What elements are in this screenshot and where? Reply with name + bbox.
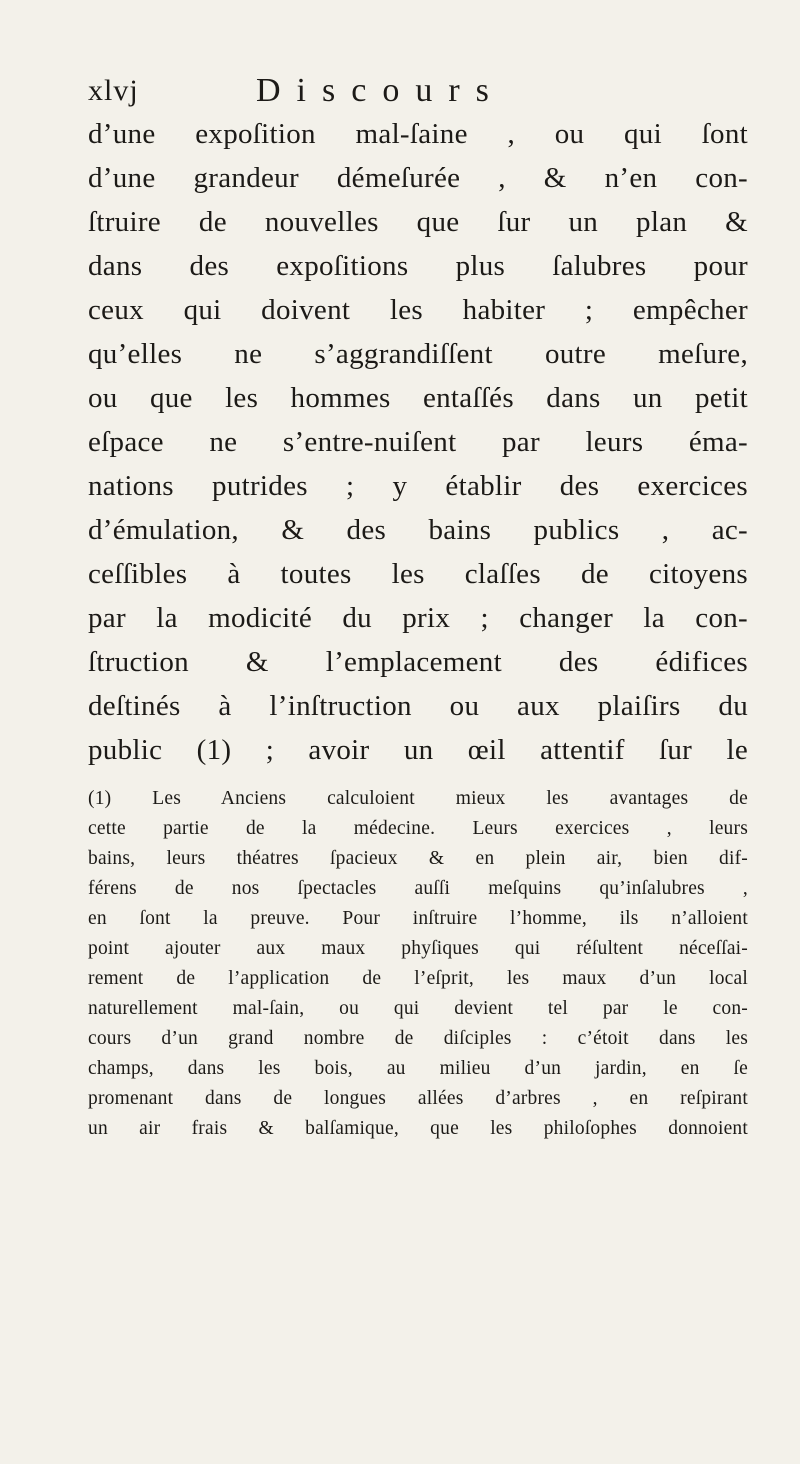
footnote-line: point ajouter aux maux phyſiques qui réſultent néceſſai- xyxy=(88,938,748,959)
footnote-line: en ſont la preuve. Pour inſtruire l’homme, ils n’alloient xyxy=(88,908,748,929)
footnote-line: un air frais & balſamique, que les philoſophes donnoient xyxy=(88,1118,748,1139)
footnote-line: promenant dans de longues allées d’arbres , en reſpirant xyxy=(88,1088,748,1109)
page-number: xlvj xyxy=(88,74,139,107)
footnote-line: rement de l’application de l’eſprit, les maux d’un local xyxy=(88,968,748,989)
footnote-line: champs, dans les bois, au milieu d’un jardin, en ſe xyxy=(88,1058,748,1079)
text-line: d’une expoſition mal-ſaine , ou qui ſont xyxy=(88,118,748,150)
text-line: ceux qui doivent les habiter ; empêcher xyxy=(88,294,748,326)
text-line: eſpace ne s’entre-nuiſent par leurs éma- xyxy=(88,426,748,458)
footnote-line: naturellement mal-ſain, ou qui devient tel par le con- xyxy=(88,998,748,1019)
footnote-line: cours d’un grand nombre de diſciples : c’étoit dans les xyxy=(88,1028,748,1049)
text-line: d’une grandeur démeſurée , & n’en con- xyxy=(88,162,748,194)
text-line: nations putrides ; y établir des exercices xyxy=(88,470,748,502)
text-line: par la modicité du prix ; changer la con- xyxy=(88,602,748,634)
text-line: ceſſibles à toutes les claſſes de citoyens xyxy=(88,558,748,590)
text-line: ſtruire de nouvelles que ſur un plan & xyxy=(88,206,748,238)
text-line: d’émulation, & des bains publics , ac- xyxy=(88,514,748,546)
footnote-line: (1) Les Anciens calculoient mieux les avantages de xyxy=(88,788,748,809)
text-line: ſtruction & l’emplacement des édifices xyxy=(88,646,748,678)
text-line: qu’elles ne s’aggrandiſſent outre meſure, xyxy=(88,338,748,370)
footnote-line: bains, leurs théatres ſpacieux & en plein air, bien dif- xyxy=(88,848,748,869)
text-line: public (1) ; avoir un œil attentif ſur le xyxy=(88,734,748,766)
text-line: deſtinés à l’inſtruction ou aux plaiſirs du xyxy=(88,690,748,722)
footnote-line: férens de nos ſpectacles auſſi meſquins qu’inſalubres , xyxy=(88,878,748,899)
text-line: ou que les hommes entaſſés dans un petit xyxy=(88,382,748,414)
footnote-line: cette partie de la médecine. Leurs exercices , leurs xyxy=(88,818,748,839)
text-line: dans des expoſitions plus ſalubres pour xyxy=(88,250,748,282)
page-header xyxy=(88,70,688,116)
running-title: Discours xyxy=(256,72,505,109)
